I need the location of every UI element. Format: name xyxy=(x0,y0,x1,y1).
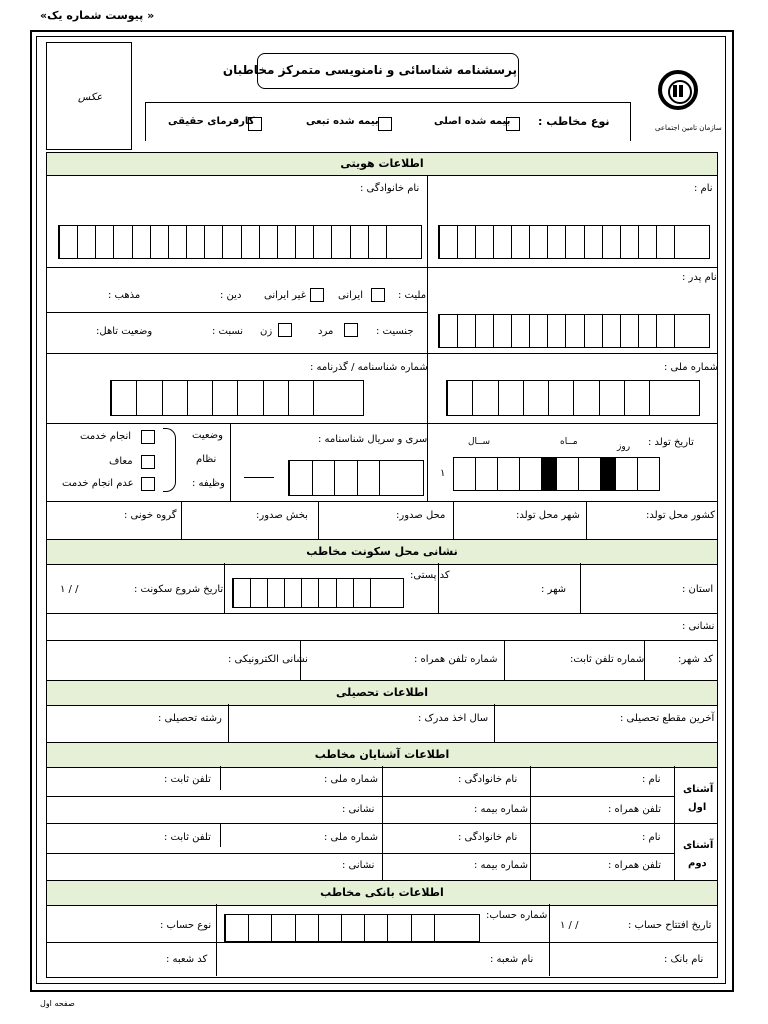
section-education-header: اطلاعات تحصیلی xyxy=(47,680,717,706)
birth-date-input[interactable] xyxy=(430,457,660,491)
day-label: روز xyxy=(617,442,631,452)
acquaintance-1-address-label: نشانی : xyxy=(342,804,375,815)
acquaintance-1-label-1: آشنای xyxy=(683,784,714,795)
degree-year-label: سال اخذ مدرک : xyxy=(418,713,489,724)
primary-insured-label: بیمه شده اصلی xyxy=(434,116,511,127)
branch-name-label: نام شعبه : xyxy=(490,954,534,965)
nationality-label: ملیت : xyxy=(398,290,427,301)
birth-city-label: شهر محل تولد: xyxy=(516,510,580,521)
section-residence-header: نشانی محل سکونت مخاطب xyxy=(47,539,717,565)
serial-letter-line[interactable] xyxy=(244,477,274,478)
email-label: نشانی الکترونیکی : xyxy=(228,654,308,665)
military-label-3: وظیفه : xyxy=(192,478,225,489)
blood-type-label: گروه خونی : xyxy=(124,510,177,521)
military-not-done-checkbox[interactable] xyxy=(141,477,155,491)
section-acquaintance-header: اطلاعات آشنایان مخاطب xyxy=(47,742,717,768)
dependent-insured-label: بیمه شده تبعی xyxy=(306,116,379,127)
male-checkbox[interactable] xyxy=(344,323,358,337)
acquaintance-1-insurance-label: شماره بیمه : xyxy=(474,804,528,815)
dependent-insured-checkbox[interactable] xyxy=(378,117,392,131)
religion-label: دین : xyxy=(220,290,242,301)
issue-place-label: محل صدور: xyxy=(396,510,446,521)
male-label: مرد xyxy=(318,326,334,337)
iranian-label: ایرانی xyxy=(338,290,363,301)
serial-input[interactable] xyxy=(288,460,424,496)
non-iranian-label: غیر ایرانی xyxy=(264,290,306,301)
military-done-checkbox[interactable] xyxy=(141,430,155,444)
postal-code-label: کد پستی: xyxy=(410,570,450,581)
military-done-label: انجام خدمت xyxy=(80,431,132,442)
last-name-label: نام خانوادگی : xyxy=(360,183,420,194)
acquaintance-2-landline-label: تلفن ثابت : xyxy=(164,832,211,843)
female-label: زن xyxy=(260,326,273,337)
account-number-label: شماره حساب: xyxy=(486,910,548,921)
acquaintance-1-national-id-label: شماره ملی : xyxy=(324,774,379,785)
non-iranian-checkbox[interactable] xyxy=(310,288,324,302)
acquaintance-2-label-2: دوم xyxy=(688,858,707,869)
acquaintance-2-address-label: نشانی : xyxy=(342,860,375,871)
acquaintance-2-national-id-label: شماره ملی : xyxy=(324,832,379,843)
field-label: رشته تحصیلی : xyxy=(158,713,222,724)
birth-country-label: کشور محل تولد: xyxy=(646,510,716,521)
issue-district-label: بخش صدور: xyxy=(256,510,308,521)
account-type-label: نوع حساب : xyxy=(160,920,212,931)
area-code-label: کد شهر: xyxy=(678,654,714,665)
national-id-label: شماره ملی : xyxy=(664,362,719,373)
first-name-label: نام : xyxy=(694,183,713,194)
section-identity-header: اطلاعات هویتی xyxy=(47,152,717,176)
acquaintance-2-insurance-label: شماره بیمه : xyxy=(474,860,528,871)
military-exempt-label: معاف xyxy=(109,456,133,467)
iranian-checkbox[interactable] xyxy=(371,288,385,302)
gender-label: جنسیت : xyxy=(376,326,414,337)
branch-code-label: کد شعبه : xyxy=(166,954,208,965)
logo-caption: سازمان تامین اجتماعی xyxy=(655,124,722,132)
military-label-2: نظام xyxy=(196,454,217,465)
acquaintance-1-label-2: اول xyxy=(688,802,707,813)
postal-code-input[interactable] xyxy=(232,578,404,608)
acquaintance-2-label-1: آشنای xyxy=(683,840,714,851)
month-label: مــاه xyxy=(560,437,578,447)
acquaintance-2-mobile-label: تلفن همراه : xyxy=(608,860,662,871)
serial-label: سری و سریال شناسنامه : xyxy=(318,434,428,445)
father-name-label: نام پدر : xyxy=(682,272,717,283)
military-not-done-label: عدم انجام خدمت xyxy=(62,478,134,489)
id-number-input[interactable] xyxy=(110,380,364,416)
military-exempt-checkbox[interactable] xyxy=(141,455,155,469)
marital-label: وضعیت تاهل: xyxy=(96,326,153,337)
address-label: نشانی : xyxy=(682,621,715,632)
year-prefix: ۱ xyxy=(440,468,446,479)
account-open-date-label: تاریخ افتتاح حساب : xyxy=(628,920,712,931)
page-title: پرسشنامه شناسائی و نامنویسی متمرکز مخاطبان xyxy=(222,63,517,77)
account-number-input[interactable] xyxy=(224,914,480,942)
residence-start-date-label: تاریخ شروع سکونت : xyxy=(134,584,224,595)
acquaintance-2-last-name-label: نام خانوادگی : xyxy=(458,832,518,843)
military-label-1: وضعیت xyxy=(192,430,223,441)
landline-label: شماره تلفن ثابت: xyxy=(570,654,645,665)
relation-label: نسبت : xyxy=(212,326,244,337)
id-number-label: شماره شناسنامه / گذرنامه : xyxy=(310,362,428,373)
acquaintance-2-name-label: نام : xyxy=(642,832,661,843)
province-label: استان : xyxy=(682,584,714,595)
section-bank-header: اطلاعات بانکی مخاطب xyxy=(47,880,717,906)
female-checkbox[interactable] xyxy=(278,323,292,337)
acquaintance-1-last-name-label: نام خانوادگی : xyxy=(458,774,518,785)
national-id-input[interactable] xyxy=(446,380,700,416)
last-name-input[interactable] xyxy=(58,225,422,259)
city-label: شهر : xyxy=(541,584,567,595)
account-open-date-input[interactable]: / / ۱ xyxy=(560,920,579,931)
military-brace xyxy=(163,428,176,492)
logo-icon xyxy=(658,70,698,110)
first-name-input[interactable] xyxy=(438,225,710,259)
acquaintance-1-landline-label: تلفن ثابت : xyxy=(164,774,211,785)
acquaintance-1-name-label: نام : xyxy=(642,774,661,785)
audience-type-label: نوع مخاطب : xyxy=(538,115,610,128)
last-degree-label: آخرین مقطع تحصیلی : xyxy=(620,713,715,724)
birth-date-label: تاریخ تولد : xyxy=(648,437,694,448)
father-name-input[interactable] xyxy=(438,314,710,348)
acquaintance-1-mobile-label: تلفن همراه : xyxy=(608,804,662,815)
sect-label: مذهب : xyxy=(108,290,141,301)
employer-label: کارفرمای حقیقی xyxy=(168,116,255,127)
photo-label: عکس xyxy=(78,92,103,103)
bank-name-label: نام بانک : xyxy=(664,954,704,965)
attachment-caption: « پیوست شماره یک» xyxy=(40,9,155,22)
residence-start-date-input[interactable]: / / ۱ xyxy=(60,584,79,595)
year-label: ســال xyxy=(468,437,491,447)
mobile-label: شماره تلفن همراه : xyxy=(414,654,498,665)
page-footer: صفحه اول xyxy=(40,999,75,1008)
